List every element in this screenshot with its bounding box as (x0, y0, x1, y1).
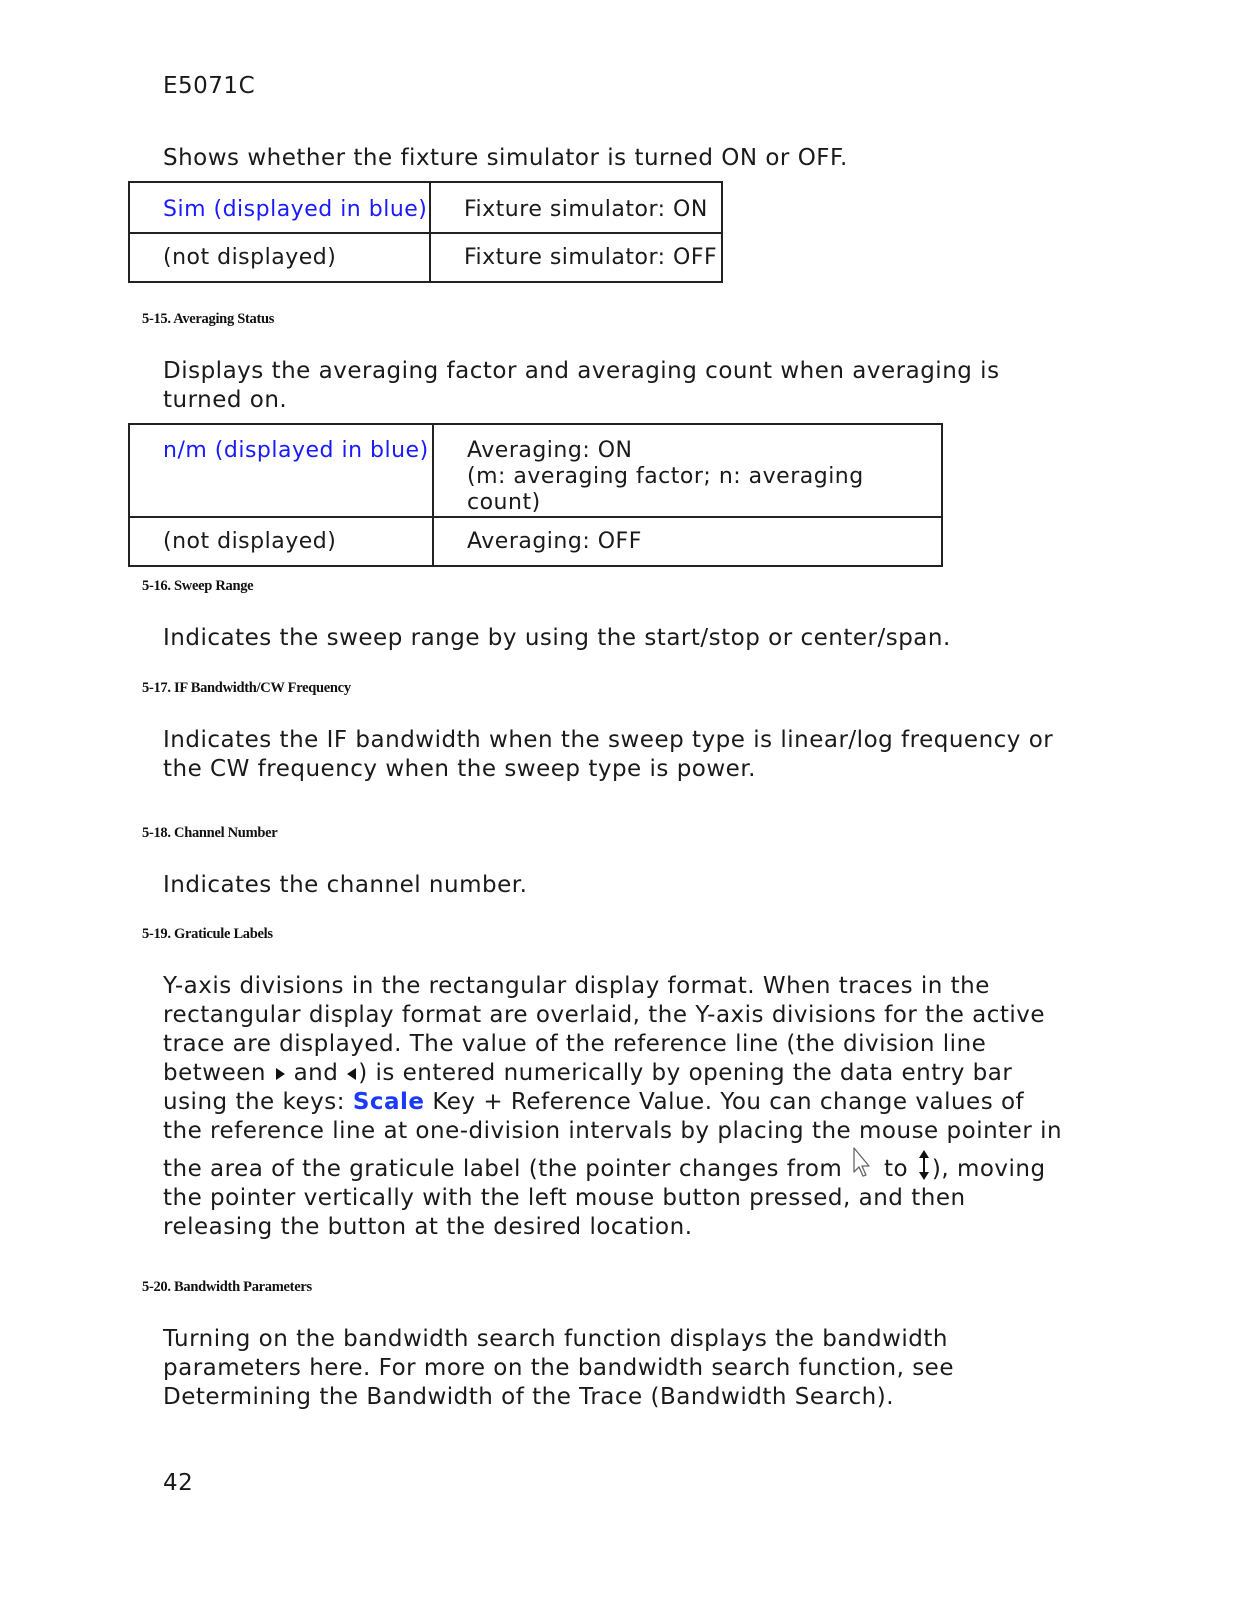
averaging-description (163, 357, 1000, 415)
averaging-meaning-on-line1: Averaging: ON (467, 438, 633, 463)
graticule-line-4-part-a: between (163, 1060, 274, 1086)
graticule-description (163, 972, 1223, 1242)
graticule-line-5-part-b: Key + Reference Value. You can change values of (424, 1089, 1025, 1115)
graticule-line-3: trace are displayed. The value of the reference line (the division line (163, 1031, 987, 1057)
section-heading-averaging: 5-15. Averaging Status (142, 311, 275, 327)
if-bandwidth-line-1: Indicates the IF bandwidth when the sweep type is linear/log frequency or (163, 727, 1054, 753)
graticule-line-7-part-a: the area of the graticule label (the pointer changes from (163, 1156, 851, 1182)
channel-number-description: Indicates the channel number. (163, 872, 528, 898)
if-bandwidth-description (163, 726, 1053, 784)
graticule-line-7 (163, 1155, 1223, 1184)
right-triangle-marker-icon (274, 1067, 286, 1081)
section-heading-bandwidth-params: 5-20. Bandwidth Parameters (142, 1279, 312, 1295)
graticule-line-8: the pointer vertically with the left mouse button pressed, and then (163, 1185, 966, 1211)
fixture-sim-intro: Shows whether the fixture simulator is turned ON or OFF. (163, 145, 848, 171)
graticule-line-9: releasing the button at the desired location. (163, 1214, 693, 1240)
bandwidth-params-line-2: parameters here. For more on the bandwidth search function, see (163, 1355, 954, 1381)
sweep-range-description: Indicates the sweep range by using the start/stop or center/span. (163, 625, 951, 651)
table-row (129, 182, 722, 233)
fixture-sim-meaning-on: Fixture simulator: ON (464, 197, 708, 222)
left-triangle-marker-icon (346, 1067, 358, 1081)
graticule-line-4-part-b: and (285, 1060, 347, 1086)
graticule-line-1: Y-axis divisions in the rectangular display format. When traces in the (163, 973, 990, 999)
graticule-line-7-part-b: to (876, 1156, 916, 1182)
graticule-line-5-part-a: using the keys: (163, 1089, 353, 1115)
vertical-resize-pointer-icon (916, 1149, 932, 1181)
fixture-sim-indicator-off: (not displayed) (163, 245, 337, 270)
bandwidth-params-line-1: Turning on the bandwidth search function displays the bandwidth (163, 1326, 948, 1352)
averaging-indicator-on: n/m (displayed in blue) (163, 438, 429, 463)
table-row (129, 424, 942, 517)
averaging-indicator-off: (not displayed) (163, 529, 337, 554)
averaging-line-2: turned on. (163, 387, 288, 413)
if-bandwidth-line-2: the CW frequency when the sweep type is power. (163, 756, 756, 782)
bandwidth-params-line-3: Determining the Bandwidth of the Trace (Bandwidth Search). (163, 1384, 895, 1410)
averaging-line-1: Displays the averaging factor and averaging count when averaging is (163, 358, 1000, 384)
fixture-sim-indicator-on: Sim (displayed in blue) (163, 197, 428, 222)
scale-key-label: Scale (352, 1089, 425, 1115)
averaging-meaning-off: Averaging: OFF (467, 529, 642, 554)
page-number: 42 (163, 1470, 194, 1496)
graticule-line-2: rectangular display format are overlaid, the Y-axis divisions for the active (163, 1002, 1046, 1028)
graticule-line-4-part-c: ) is entered numerically by opening the data entry bar (358, 1060, 1013, 1086)
section-heading-graticule: 5-19. Graticule Labels (142, 926, 273, 942)
fixture-sim-meaning-off: Fixture simulator: OFF (464, 245, 718, 270)
averaging-table (128, 423, 943, 567)
table-row (129, 517, 942, 566)
averaging-meaning-on-line2: (m: averaging factor; n: averaging count) (467, 464, 864, 515)
bandwidth-params-description (163, 1325, 954, 1412)
document-model-header: E5071C (163, 73, 256, 99)
section-heading-if-bandwidth: 5-17. IF Bandwidth/CW Frequency (142, 680, 351, 696)
fixture-sim-table (128, 181, 723, 283)
graticule-line-4 (163, 1059, 1223, 1088)
section-heading-channel-number: 5-18. Channel Number (142, 825, 278, 841)
arrow-pointer-icon (850, 1146, 876, 1180)
graticule-line-5 (163, 1088, 1223, 1117)
section-heading-sweep-range: 5-16. Sweep Range (142, 578, 254, 594)
table-row (129, 233, 722, 282)
graticule-line-7-part-c: ), moving (931, 1156, 1046, 1182)
graticule-line-6: the reference line at one-division intervals by placing the mouse pointer in (163, 1118, 1063, 1144)
averaging-meaning-on (434, 425, 941, 516)
